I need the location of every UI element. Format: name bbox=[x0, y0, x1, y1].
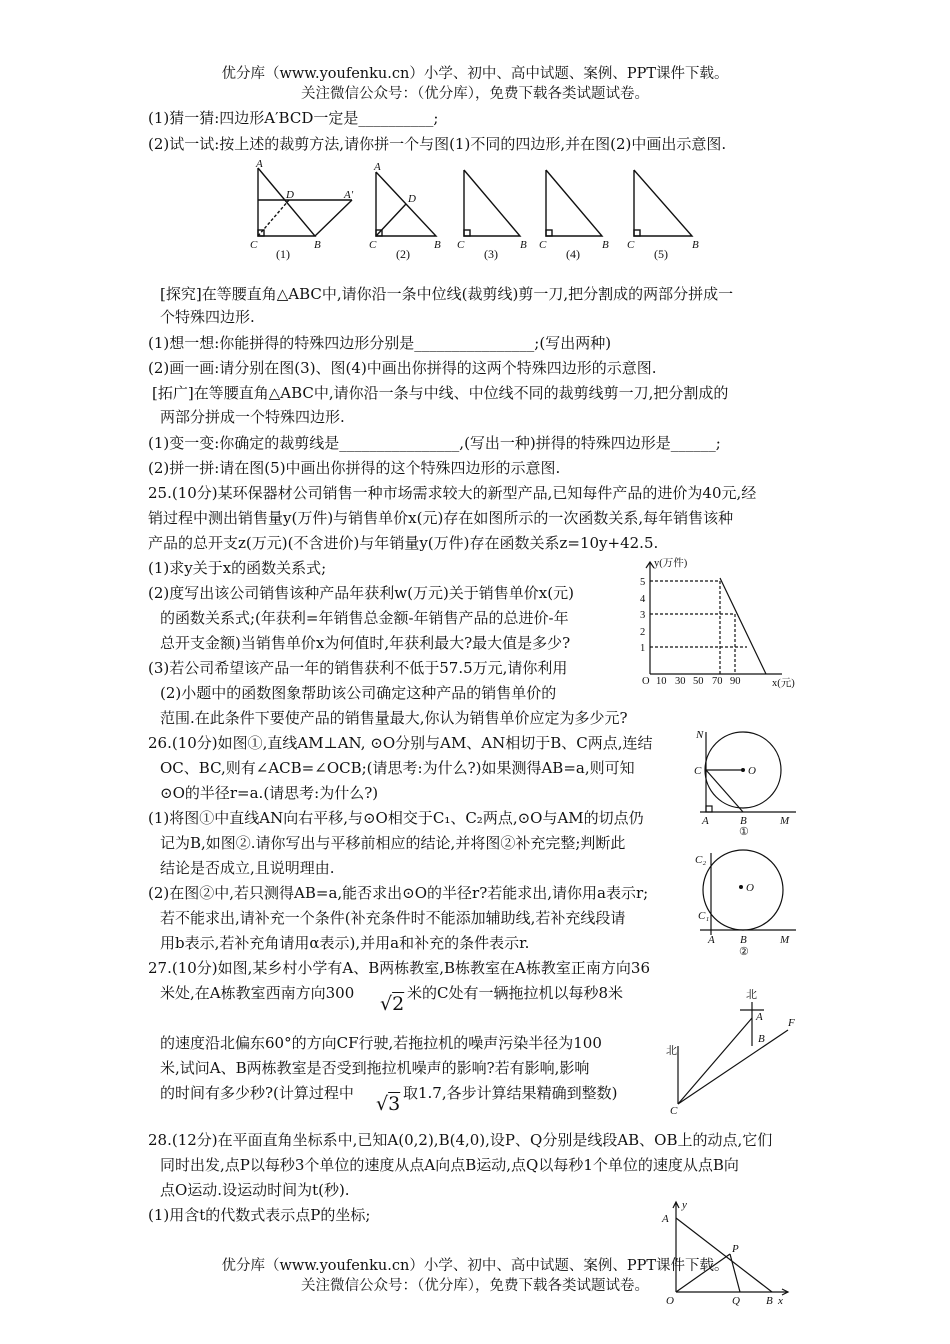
svg-text:B: B bbox=[692, 239, 699, 251]
q24-triangle-figures bbox=[240, 158, 720, 266]
svg-text:A: A bbox=[374, 161, 381, 173]
q26-part-1b: 记为B,如图②.请你写出与平移前相应的结论,并将图②补充完整;判断此 bbox=[160, 834, 626, 852]
svg-text:O: O bbox=[666, 1295, 674, 1307]
q28-stem-3: 点O运动.设运动时间为t(秒). bbox=[160, 1181, 350, 1199]
svg-text:B: B bbox=[314, 239, 321, 251]
q28-stem-2: 同时出发,点P以每秒3个单位的速度从点A向点B运动,点Q以每秒1个单位的速度从点B向 bbox=[160, 1156, 739, 1174]
header-line-1: 优分库（www.youfenku.cn）小学、初中、高中试题、案例、PPT课件下载。 bbox=[221, 66, 729, 82]
svg-text:F: F bbox=[788, 1017, 795, 1029]
q26-part-1a: (1)将图①中直线AN向右平移,与⊙O相交于C₁、C₂两点,⊙O与AM的切点仍 bbox=[148, 809, 644, 827]
svg-text:5: 5 bbox=[640, 577, 646, 588]
graph-x-label: x(元) bbox=[772, 678, 795, 689]
q27-stem-3: 的速度沿北偏东60°的方向CF行驶,若拖拉机的噪声污染半径为100 bbox=[160, 1034, 602, 1052]
svg-text:B: B bbox=[434, 239, 441, 251]
q27-stem-2b: 米的C处有一辆拖拉机以每秒8米 bbox=[407, 984, 624, 1002]
q25-part-2a: (2)度写出该公司销售该种产品年获利w(万元)关于销售单价x(元) bbox=[148, 584, 574, 602]
q27-tractor-figure bbox=[660, 980, 810, 1118]
svg-text:A′: A′ bbox=[344, 189, 354, 201]
graph-origin: O bbox=[642, 676, 650, 687]
q24-think: (1)想一想:你能拼得的特殊四边形分别是________________;(写出两种) bbox=[148, 334, 612, 352]
q27-stem-5b: 取1.7,各步计算结果精确到整数) bbox=[403, 1084, 618, 1102]
header-line-2: 关注微信公众号：（优分库），免费下载各类试题试卷。 bbox=[301, 86, 649, 102]
svg-text:y: y bbox=[682, 1199, 687, 1211]
svg-text:M: M bbox=[780, 815, 790, 827]
svg-text:x: x bbox=[778, 1295, 783, 1307]
svg-text:①: ① bbox=[739, 826, 749, 838]
svg-text:C₁: C₁ bbox=[698, 910, 710, 922]
svg-text:A: A bbox=[256, 158, 263, 170]
q26-stem-2: OC、BC,则有∠ACB=∠OCB;(请思考:为什么?)如果测得AB=a,则可知 bbox=[160, 759, 635, 777]
svg-text:90: 90 bbox=[730, 676, 741, 687]
svg-text:C: C bbox=[369, 239, 377, 251]
svg-text:3: 3 bbox=[640, 610, 646, 621]
svg-text:A: A bbox=[708, 934, 715, 946]
svg-text:B: B bbox=[602, 239, 609, 251]
svg-text:C: C bbox=[670, 1105, 678, 1117]
footer-line-2: 关注微信公众号：（优分库），免费下载各类试题试卷。 bbox=[301, 1278, 649, 1294]
svg-text:D: D bbox=[286, 189, 294, 201]
svg-text:O: O bbox=[748, 765, 756, 777]
svg-text:C: C bbox=[250, 239, 258, 251]
q24-assemble: (2)拼一拼:请在图(5)中画出你拼得的这个特殊四边形的示意图. bbox=[148, 459, 561, 477]
q27-stem-2a: 米处,在A栋教室西南方向300 bbox=[160, 984, 355, 1002]
svg-text:50: 50 bbox=[693, 676, 704, 687]
svg-text:C: C bbox=[457, 239, 465, 251]
q26-part-2a: (2)在图②中,若只测得AB=a,能否求出⊙O的半径r?若能求出,请你用a表示r; bbox=[148, 884, 649, 902]
q28-stem-1: 28.(12分)在平面直角坐标系中,已知A(0,2),B(4,0),设P、Q分别是线段AB、OB上的动点,它们 bbox=[148, 1131, 773, 1149]
q24-extend-1: [拓广]在等腰直角△ABC中,请你沿一条与中线、中位线不同的裁剪线剪一刀,把分割成的 bbox=[152, 384, 729, 402]
q25-part-2c: 总开支金额)当销售单价x为何值时,年获利最大?最大值是多少? bbox=[160, 634, 571, 652]
q24-explore-2: 个特殊四边形. bbox=[160, 308, 255, 326]
svg-text:Q: Q bbox=[732, 1295, 740, 1307]
svg-text:10: 10 bbox=[656, 676, 667, 687]
svg-text:B: B bbox=[740, 815, 747, 827]
fig-label-2: (2) bbox=[396, 247, 410, 261]
svg-text:②: ② bbox=[739, 946, 749, 958]
svg-text:O: O bbox=[746, 882, 754, 894]
q27-stem-1: 27.(10分)如图,某乡村小学有A、B两栋教室,B栋教室在A栋教室正南方向36 bbox=[148, 959, 650, 977]
q26-circle-figure-1 bbox=[692, 726, 802, 838]
fig-label-1: (1) bbox=[276, 247, 290, 261]
svg-text:C: C bbox=[694, 765, 702, 777]
svg-text:D: D bbox=[408, 193, 416, 205]
fig-label-4: (4) bbox=[566, 247, 580, 261]
footer-line-1: 优分库（www.youfenku.cn）小学、初中、高中试题、案例、PPT课件下载。 bbox=[221, 1258, 729, 1274]
svg-text:M: M bbox=[780, 934, 790, 946]
svg-text:1: 1 bbox=[640, 643, 646, 654]
q27-stem-4: 米,试问A、B两栋教室是否受到拖拉机噪声的影响?若有影响,影响 bbox=[160, 1059, 590, 1077]
q25-part-3a: (3)若公司希望该产品一年的销售获利不低于57.5万元,请你利用 bbox=[148, 659, 568, 677]
svg-text:C: C bbox=[627, 239, 635, 251]
svg-text:2: 2 bbox=[640, 627, 646, 638]
fig-label-3: (3) bbox=[484, 247, 498, 261]
q24-draw: (2)画一画:请分别在图(3)、图(4)中画出你拼得的这两个特殊四边形的示意图. bbox=[148, 359, 657, 377]
q27-stem-5a: 的时间有多少秒?(计算过程中 bbox=[160, 1084, 354, 1102]
svg-text:P: P bbox=[732, 1243, 739, 1255]
q25-part-1: (1)求y关于x的函数关系式; bbox=[148, 559, 327, 577]
svg-text:4: 4 bbox=[640, 594, 646, 605]
q26-part-2c: 用b表示,若补充角请用α表示),并用a和补充的条件表示r. bbox=[160, 934, 530, 952]
q26-stem-3: ⊙O的半径r=a.(请思考:为什么?) bbox=[160, 784, 379, 802]
svg-text:B: B bbox=[766, 1295, 773, 1307]
svg-text:北: 北 bbox=[666, 1045, 677, 1057]
q25-part-3b: (2)小题中的函数图象帮助该公司确定这种产品的销售单价的 bbox=[160, 684, 557, 702]
q26-part-1c: 结论是否成立,且说明理由. bbox=[160, 859, 335, 877]
svg-text:北: 北 bbox=[746, 989, 757, 1001]
q25-part-2b: 的函数关系式;(年获利=年销售总金额-年销售产品的总进价-年 bbox=[160, 609, 569, 627]
q26-part-2b: 若不能求出,请补充一个条件(补充条件时不能添加辅助线,若补充线段请 bbox=[160, 909, 626, 927]
q24-extend-2: 两部分拼成一个特殊四边形. bbox=[160, 408, 345, 426]
q26-stem-1: 26.(10分)如图①,直线AM⊥AN, ⊙O分别与AM、AN相切于B、C两点,连结 bbox=[148, 734, 653, 752]
svg-text:A: A bbox=[756, 1011, 763, 1023]
svg-text:C: C bbox=[539, 239, 547, 251]
svg-text:B: B bbox=[758, 1033, 765, 1045]
graph-y-label: y(万件) bbox=[654, 558, 688, 569]
q26-circle-figure-2 bbox=[692, 845, 802, 963]
svg-text:B: B bbox=[520, 239, 527, 251]
q24-try: (2)试一试:按上述的裁剪方法,请你拼一个与图(1)不同的四边形,并在图(2)中画出示意图. bbox=[148, 135, 727, 153]
q27-sqrt-2: √2 bbox=[380, 993, 405, 1015]
svg-text:B: B bbox=[740, 934, 747, 946]
svg-text:A: A bbox=[662, 1213, 669, 1225]
q24-explore-1: [探究]在等腰直角△ABC中,请你沿一条中位线(裁剪线)剪一刀,把分割成的两部分拼成一 bbox=[160, 285, 734, 303]
fig-label-5: (5) bbox=[654, 247, 668, 261]
q24-guess: (1)猜一猜:四边形A′BCD一定是__________; bbox=[148, 109, 439, 127]
svg-text:C₂: C₂ bbox=[695, 854, 707, 866]
svg-text:A: A bbox=[702, 815, 709, 827]
q24-change: (1)变一变:你确定的裁剪线是________________,(写出一种)拼得的特殊四边形是______; bbox=[148, 434, 721, 452]
svg-text:N: N bbox=[696, 729, 704, 741]
q25-stem-3: 产品的总开支z(万元)(不含进价)与年销量y(万件)存在函数关系z=10y+42.5. bbox=[148, 534, 659, 552]
q25-stem-2: 销过程中测出销售量y(万件)与销售单价x(元)存在如图所示的一次函数关系,每年销售该种 bbox=[148, 509, 734, 527]
q28-part-1: (1)用含t的代数式表示点P的坐标; bbox=[148, 1206, 371, 1224]
svg-text:30: 30 bbox=[675, 676, 686, 687]
q25-stem-1: 25.(10分)某环保器材公司销售一种市场需求较大的新型产品,已知每件产品的进价为40元,经 bbox=[148, 484, 757, 502]
q25-sales-graph bbox=[636, 556, 816, 690]
svg-text:70: 70 bbox=[712, 676, 723, 687]
q27-sqrt-3: √3 bbox=[376, 1093, 401, 1115]
q25-part-3c: 范围.在此条件下要使产品的销售量最大,你认为销售单价应定为多少元? bbox=[160, 709, 628, 727]
